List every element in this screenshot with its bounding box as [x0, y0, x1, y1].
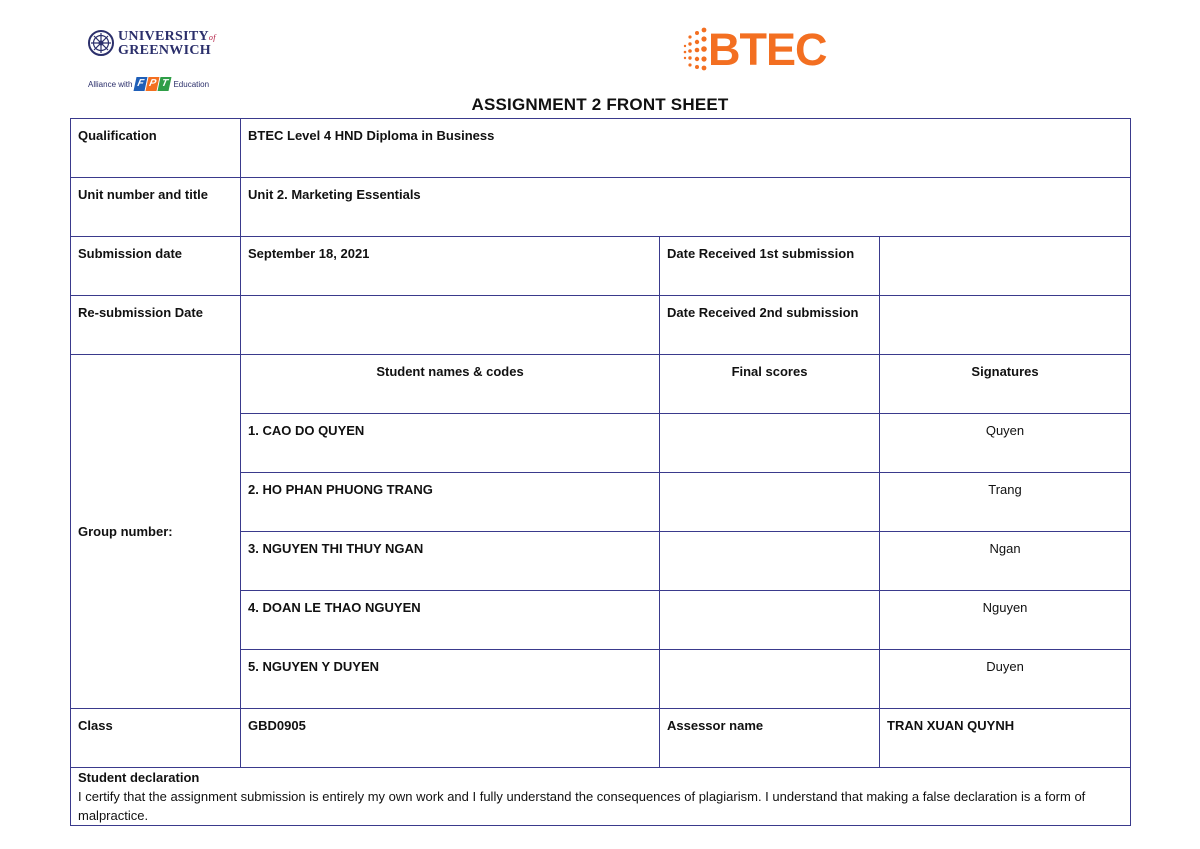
- student-score[interactable]: [660, 414, 880, 473]
- fpt-letter-p: P: [146, 77, 160, 91]
- qualification-label: Qualification: [71, 119, 241, 178]
- header-student-names: Student names & codes: [241, 355, 660, 414]
- student-score[interactable]: [660, 591, 880, 650]
- resubmission-value[interactable]: [241, 296, 660, 355]
- submission-label: Submission date: [71, 237, 241, 296]
- header-final-scores: Final scores: [660, 355, 880, 414]
- unit-label: Unit number and title: [71, 178, 241, 237]
- btec-logo: [682, 22, 842, 82]
- submission-row: [71, 237, 1131, 296]
- resubmission-label: Re-submission Date: [71, 296, 241, 355]
- greenwich-fpt-logo: [88, 28, 228, 98]
- student-score[interactable]: [660, 473, 880, 532]
- student-name: 5. NGUYEN Y DUYEN: [241, 650, 660, 709]
- greenwich-wordmark: [118, 30, 216, 57]
- unit-row: [71, 178, 1131, 237]
- qualification-row: [71, 119, 1131, 178]
- submission-value: September 18, 2021: [241, 237, 660, 296]
- fpt-letter-t: T: [158, 77, 172, 91]
- declaration-heading: Student declaration: [78, 770, 200, 785]
- assessor-value: TRAN XUAN QUYNH: [880, 709, 1131, 768]
- header-signatures: Signatures: [880, 355, 1131, 414]
- student-name: 2. HO PHAN PHUONG TRANG: [241, 473, 660, 532]
- received2-label: Date Received 2nd submission: [660, 296, 880, 355]
- received1-label: Date Received 1st submission: [660, 237, 880, 296]
- unit-value: Unit 2. Marketing Essentials: [241, 178, 1131, 237]
- resubmission-row: [71, 296, 1131, 355]
- student-name: 4. DOAN LE THAO NGUYEN: [241, 591, 660, 650]
- received2-value[interactable]: [880, 296, 1131, 355]
- fpt-letter-f: F: [134, 77, 148, 91]
- student-signature: Ngan: [880, 532, 1131, 591]
- student-name: 3. NGUYEN THI THUY NGAN: [241, 532, 660, 591]
- front-sheet-table: [70, 118, 1131, 826]
- received1-value[interactable]: [880, 237, 1131, 296]
- group-label: Group number:: [71, 355, 241, 709]
- alliance-line: [88, 77, 209, 91]
- class-label: Class: [71, 709, 241, 768]
- greenwich-line2: GREENWICH: [118, 43, 211, 58]
- student-score[interactable]: [660, 532, 880, 591]
- student-signature: Duyen: [880, 650, 1131, 709]
- declaration-text: I certify that the assignment submission is entirely my own work and I fully understand the consequences of plagiarism. I understand that making a false declaration is a form of malpractice.: [78, 789, 1086, 823]
- greenwich-line1: UNIVERSITY: [118, 29, 209, 44]
- fpt-logo: [135, 77, 170, 91]
- assessor-label: Assessor name: [660, 709, 880, 768]
- page-title: ASSIGNMENT 2 FRONT SHEET: [471, 95, 729, 114]
- group-header-row: [71, 355, 1131, 414]
- student-signature: Quyen: [880, 414, 1131, 473]
- alliance-suffix: Education: [173, 79, 210, 89]
- student-score[interactable]: [660, 650, 880, 709]
- qualification-value: BTEC Level 4 HND Diploma in Business: [241, 119, 1131, 178]
- declaration-row: [71, 768, 1131, 826]
- greenwich-seal-icon: [88, 30, 114, 56]
- class-row: [71, 709, 1131, 768]
- btec-wordmark: BTEC: [708, 24, 827, 75]
- greenwich-of: of: [208, 33, 216, 42]
- class-value: GBD0905: [241, 709, 660, 768]
- student-signature: Trang: [880, 473, 1131, 532]
- student-signature: Nguyen: [880, 591, 1131, 650]
- alliance-prefix: Alliance with: [88, 79, 133, 89]
- declaration-cell: [71, 768, 1131, 826]
- student-name: 1. CAO DO QUYEN: [241, 414, 660, 473]
